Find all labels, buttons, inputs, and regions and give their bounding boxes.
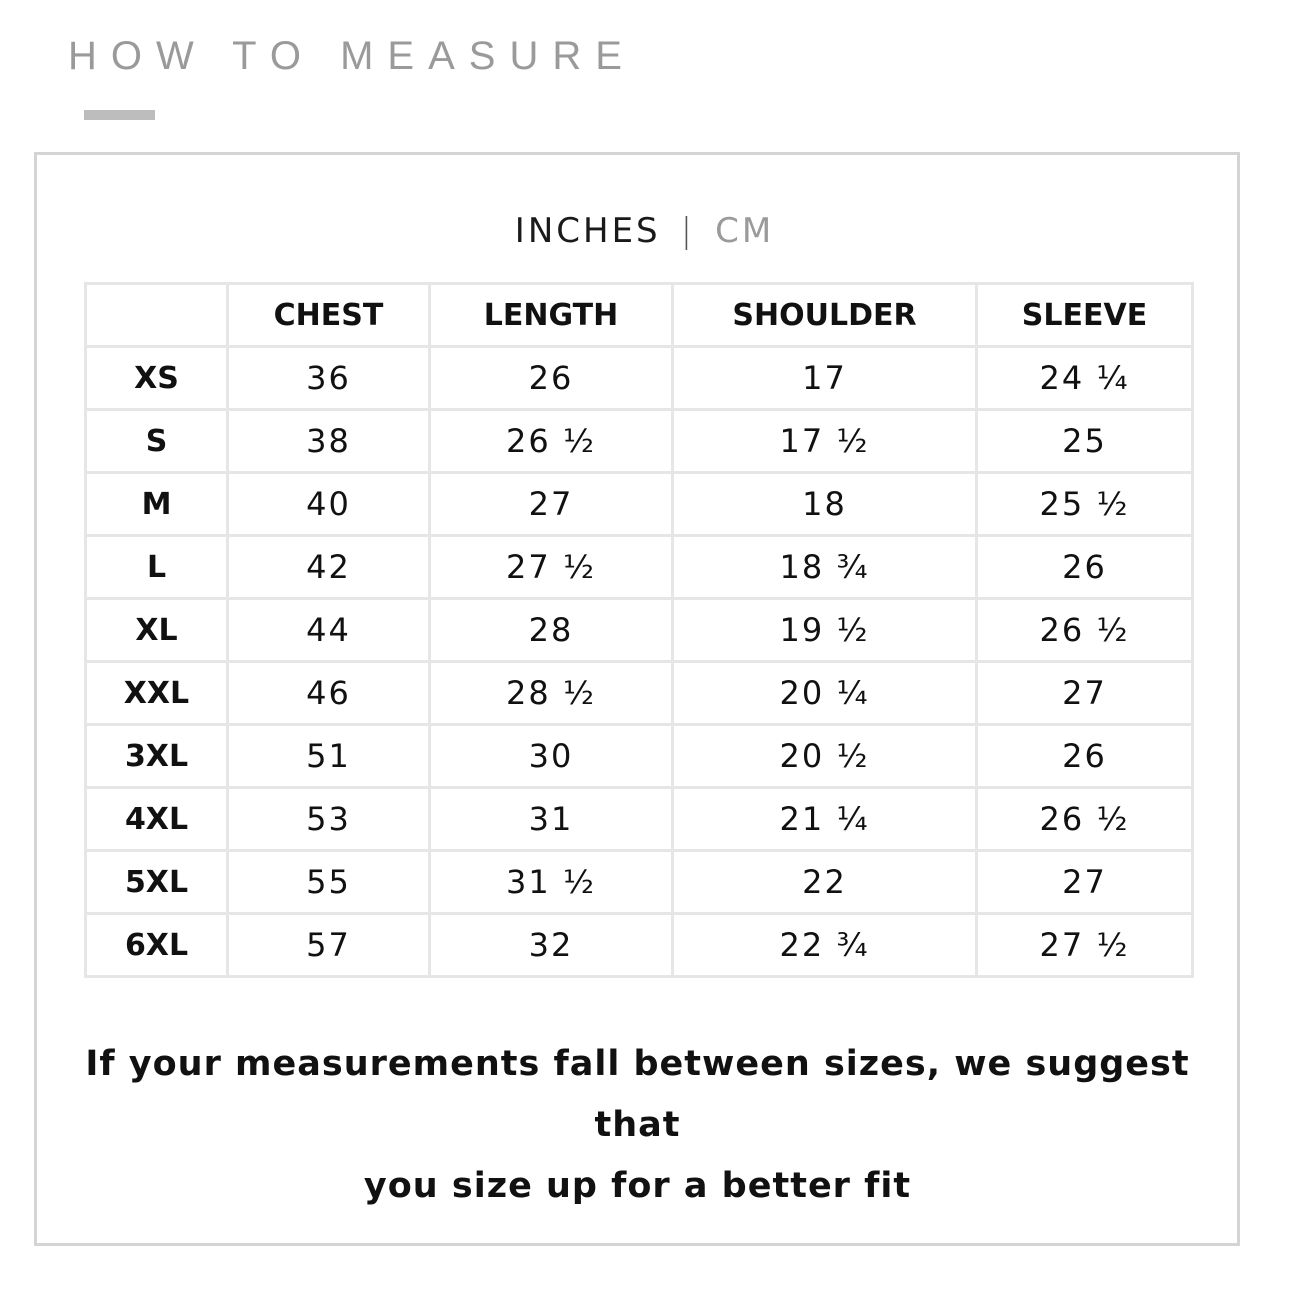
sleeve-cell: 24 ¼: [977, 347, 1193, 410]
sleeve-cell: 26: [977, 536, 1193, 599]
table-row: [86, 914, 1193, 977]
unit-cm-tab[interactable]: CM: [715, 211, 775, 251]
length-cell: 31: [430, 788, 673, 851]
shoulder-cell: 22: [673, 851, 977, 914]
sleeve-cell: 26 ½: [977, 788, 1193, 851]
header-cell-sleeve: SLEEVE: [977, 284, 1193, 347]
shoulder-cell: 18 ¾: [673, 536, 977, 599]
chest-cell: 38: [228, 410, 430, 473]
length-cell: 27 ½: [430, 536, 673, 599]
length-cell: 26 ½: [430, 410, 673, 473]
chest-cell: 44: [228, 599, 430, 662]
chest-cell: 55: [228, 851, 430, 914]
chest-cell: 46: [228, 662, 430, 725]
size-cell: S: [86, 410, 228, 473]
size-advice-note: [60, 1034, 1215, 1217]
length-cell: 28: [430, 599, 673, 662]
header-cell-length: LENGTH: [430, 284, 673, 347]
table-row: [86, 473, 1193, 536]
shoulder-cell: 20 ¼: [673, 662, 977, 725]
sleeve-cell: 25: [977, 410, 1193, 473]
shoulder-cell: 19 ½: [673, 599, 977, 662]
table-row: [86, 788, 1193, 851]
shoulder-cell: 18: [673, 473, 977, 536]
header-cell-chest: CHEST: [228, 284, 430, 347]
chest-cell: 40: [228, 473, 430, 536]
sleeve-cell: 26 ½: [977, 599, 1193, 662]
header-cell-shoulder: SHOULDER: [673, 284, 977, 347]
chest-cell: 42: [228, 536, 430, 599]
size-cell: XS: [86, 347, 228, 410]
unit-toggle: [0, 206, 1289, 256]
chest-cell: 53: [228, 788, 430, 851]
table-row: [86, 851, 1193, 914]
size-cell: 4XL: [86, 788, 228, 851]
table-row: [86, 347, 1193, 410]
table-row: [86, 599, 1193, 662]
unit-inches-tab[interactable]: INCHES: [514, 211, 661, 251]
table-row: [86, 662, 1193, 725]
size-cell: XXL: [86, 662, 228, 725]
shoulder-cell: 17 ½: [673, 410, 977, 473]
size-table: [84, 282, 1194, 978]
unit-separator: |: [680, 211, 696, 251]
sleeve-cell: 27 ½: [977, 914, 1193, 977]
sleeve-cell: 25 ½: [977, 473, 1193, 536]
size-cell: 6XL: [86, 914, 228, 977]
shoulder-cell: 17: [673, 347, 977, 410]
size-advice-line-2: you size up for a better fit: [363, 1166, 912, 1206]
sleeve-cell: 26: [977, 725, 1193, 788]
page-title: HOW TO MEASURE: [68, 34, 636, 78]
size-advice-line-1: If your measurements fall between sizes, we suggest that: [85, 1044, 1190, 1145]
length-cell: 31 ½: [430, 851, 673, 914]
size-cell: 3XL: [86, 725, 228, 788]
length-cell: 30: [430, 725, 673, 788]
sleeve-cell: 27: [977, 851, 1193, 914]
sleeve-cell: 27: [977, 662, 1193, 725]
shoulder-cell: 21 ¼: [673, 788, 977, 851]
chest-cell: 57: [228, 914, 430, 977]
header-cell-size: [86, 284, 228, 347]
shoulder-cell: 22 ¾: [673, 914, 977, 977]
shoulder-cell: 20 ½: [673, 725, 977, 788]
chest-cell: 36: [228, 347, 430, 410]
title-underline: [84, 110, 155, 120]
length-cell: 32: [430, 914, 673, 977]
length-cell: 26: [430, 347, 673, 410]
chest-cell: 51: [228, 725, 430, 788]
length-cell: 27: [430, 473, 673, 536]
length-cell: 28 ½: [430, 662, 673, 725]
table-row: [86, 725, 1193, 788]
size-cell: L: [86, 536, 228, 599]
size-cell: M: [86, 473, 228, 536]
table-row: [86, 410, 1193, 473]
table-header-row: [86, 284, 1193, 347]
size-cell: XL: [86, 599, 228, 662]
size-cell: 5XL: [86, 851, 228, 914]
table-row: [86, 536, 1193, 599]
